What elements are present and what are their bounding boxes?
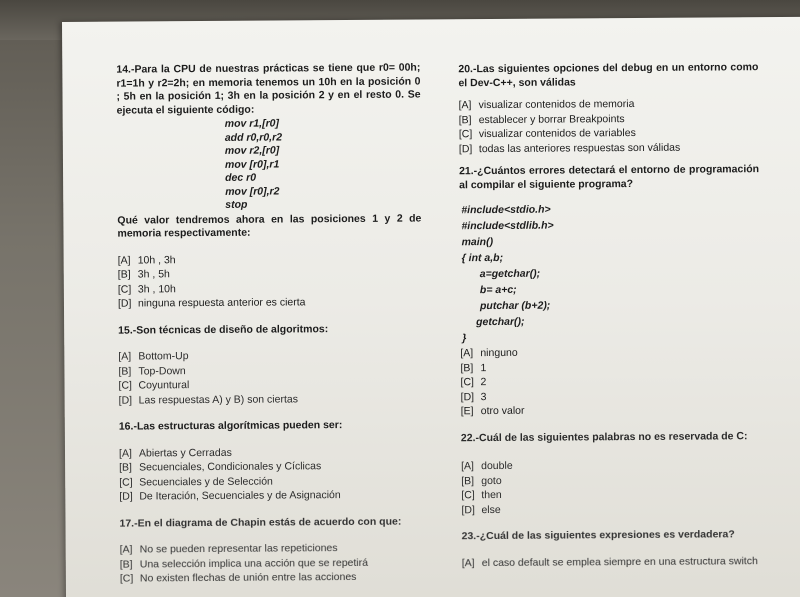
q20-title: 20.-Las siguientes opciones del debug en un entorno como el Dev-C++, son válidas — [458, 61, 759, 89]
q14-code-line: add r0,r0,r2 — [224, 130, 283, 144]
option-letter: [A] — [460, 347, 474, 360]
q21-code-line: a=getchar(); — [479, 267, 541, 281]
option-text: 2 — [480, 376, 487, 389]
q21-code-line: } — [462, 332, 467, 345]
option-text: goto — [481, 474, 502, 487]
option-letter: [A] — [117, 254, 131, 267]
q15-option-c — [118, 377, 422, 393]
option-text: double — [481, 459, 513, 473]
option-letter: [B] — [119, 558, 133, 571]
option-letter: [A] — [118, 447, 132, 460]
left-column — [116, 61, 424, 587]
option-letter: [A] — [461, 460, 474, 473]
option-letter: [B] — [119, 461, 132, 474]
q21-option-c — [460, 374, 760, 390]
q14-code-line: mov [r0],r1 — [224, 157, 280, 171]
q20-option-c — [459, 126, 759, 142]
option-text: Abiertas y Cerradas — [138, 446, 232, 459]
q21-code-line: putchar (b+2); — [479, 299, 551, 313]
option-letter: [A] — [119, 543, 133, 556]
option-letter: [E] — [460, 405, 474, 418]
q22-option-a — [461, 458, 761, 474]
option-text: 1 — [480, 361, 487, 374]
option-letter: [D] — [460, 390, 475, 403]
option-text: Secuenciales y de Selección — [139, 475, 273, 488]
option-text: else — [481, 503, 501, 516]
q23-option-a — [462, 555, 762, 571]
option-letter: [C] — [118, 379, 133, 392]
option-text: Coyuntural — [138, 379, 190, 392]
option-text: Las respuestas A) y B) son ciertas — [138, 392, 299, 406]
option-text: Bottom-Up — [138, 350, 189, 363]
q14-title: 14.-Para la CPU de nuestras prácticas se tiene que r0= 00h; r1=1h y r2=2h; en memoria tenemos un 10h en la posición 0 ; 5h en la posición 1; 3h en la posición 2 y en el resto 0. Se ejecuta el siguiente código: — [116, 61, 421, 117]
option-text: 3h , 5h — [137, 268, 170, 281]
option-letter: [C] — [461, 489, 475, 502]
option-letter: [B] — [117, 268, 131, 281]
q15-option-d — [119, 392, 423, 408]
q21-code-line: getchar(); — [476, 315, 525, 329]
q20-option-d — [459, 141, 759, 157]
q14-option-d — [118, 295, 422, 311]
q17-option-c — [120, 570, 424, 586]
option-text: No existen flechas de unión entre las acciones — [139, 570, 357, 585]
q21-code-line: #include<stdlib.h> — [461, 219, 554, 233]
option-letter: [B] — [118, 365, 132, 378]
q22-option-c — [461, 487, 761, 503]
q21-option-b — [460, 360, 760, 376]
q16-title: 16.-Las estructuras algorítmicas pueden ser: — [118, 419, 343, 433]
option-letter: [B] — [458, 113, 472, 126]
option-letter: [D] — [461, 503, 475, 516]
q16-option-b — [119, 459, 423, 475]
option-letter: [B] — [461, 474, 475, 487]
q21-title: 21.-¿Cuántos errores detectará el entorno de programación al compilar el siguiente programa? — [459, 163, 760, 191]
q14-option-c — [118, 281, 422, 297]
option-letter: [A] — [461, 556, 475, 569]
option-text: then — [481, 488, 502, 502]
q14-code-line: mov r1,[r0] — [224, 117, 280, 130]
q14-code-line: mov [r0],r2 — [225, 184, 280, 198]
q16-option-d — [119, 488, 423, 504]
option-text: 3 — [480, 390, 487, 403]
option-letter: [C] — [117, 283, 132, 296]
option-text: todas las anteriores respuestas son válidas — [478, 141, 681, 155]
q21-code-line: b= a+c; — [479, 283, 517, 297]
q22-title: 22.-Cuál de las siguientes palabras no es reservada de C: — [460, 429, 748, 444]
option-letter: [A] — [118, 350, 132, 363]
option-letter: [A] — [458, 99, 472, 112]
q15-option-a — [118, 348, 422, 364]
option-text: Una selección implica una acción que se repetirá — [139, 556, 369, 570]
option-text: ninguno — [480, 346, 518, 360]
option-text: No se pueden representar las repeticiones — [139, 542, 338, 556]
q23-title: 23.-¿Cuál de las siguientes expresiones es verdadera? — [461, 528, 735, 543]
option-letter: [C] — [119, 572, 134, 585]
option-letter: [C] — [458, 128, 473, 141]
option-letter: [C] — [119, 476, 133, 489]
option-text: el caso default se emplea siempre en una estructura switch — [481, 554, 758, 569]
q20-option-b — [459, 112, 759, 128]
option-letter: [B] — [460, 361, 474, 374]
option-text: De Iteración, Secuenciales y de Asignación — [139, 489, 341, 503]
q15-option-b — [118, 363, 422, 379]
option-text: ninguna respuesta anterior es cierta — [137, 296, 306, 310]
option-letter: [D] — [117, 297, 132, 310]
option-text: Secuenciales, Condicionales y Cíclicas — [139, 460, 322, 474]
option-letter: [D] — [119, 490, 133, 503]
q20-option-a — [459, 97, 759, 113]
q14-code-line: dec r0 — [225, 171, 257, 184]
option-text: establecer y borrar Breakpoints — [478, 112, 625, 126]
q14-question: Qué valor tendremos ahora en las posiciones 1 y 2 de memoria respectivamente: — [117, 211, 422, 240]
q14-code-line: mov r2,[r0] — [224, 144, 280, 157]
option-text: 3h , 10h — [137, 282, 176, 295]
exam-sheet — [62, 17, 800, 597]
q21-option-a — [460, 345, 760, 361]
q16-option-c — [119, 474, 423, 490]
q21-code-line: main() — [461, 235, 494, 249]
option-letter: [D] — [458, 142, 473, 155]
right-column — [458, 61, 762, 571]
option-text: Top-Down — [138, 364, 186, 377]
option-text: visualizar contenidos de variables — [478, 126, 636, 141]
option-letter: [D] — [118, 394, 133, 407]
q22-option-d — [461, 502, 761, 518]
q17-title: 17.-En el diagrama de Chapin estás de acuerdo con que: — [119, 515, 402, 530]
q14-option-b — [118, 266, 422, 282]
q21-option-d — [461, 389, 761, 405]
q17-option-b — [120, 556, 424, 572]
q14-option-a — [118, 252, 422, 268]
q21-code-line: #include<stdio.h> — [461, 203, 551, 217]
option-text: 10h , 3h — [137, 253, 176, 266]
option-text: otro valor — [480, 404, 525, 418]
option-letter: [C] — [460, 376, 474, 389]
q16-option-a — [119, 445, 423, 461]
q22-option-b — [461, 473, 761, 489]
q17-option-a — [120, 541, 424, 557]
option-text: visualizar contenidos de memoria — [478, 98, 635, 112]
q21-option-e — [461, 403, 761, 419]
q21-code-line: { int a,b; — [461, 251, 504, 265]
q14-code-line: stop — [225, 198, 248, 211]
q15-title: 15.-Son técnicas de diseño de algoritmos: — [118, 322, 329, 337]
